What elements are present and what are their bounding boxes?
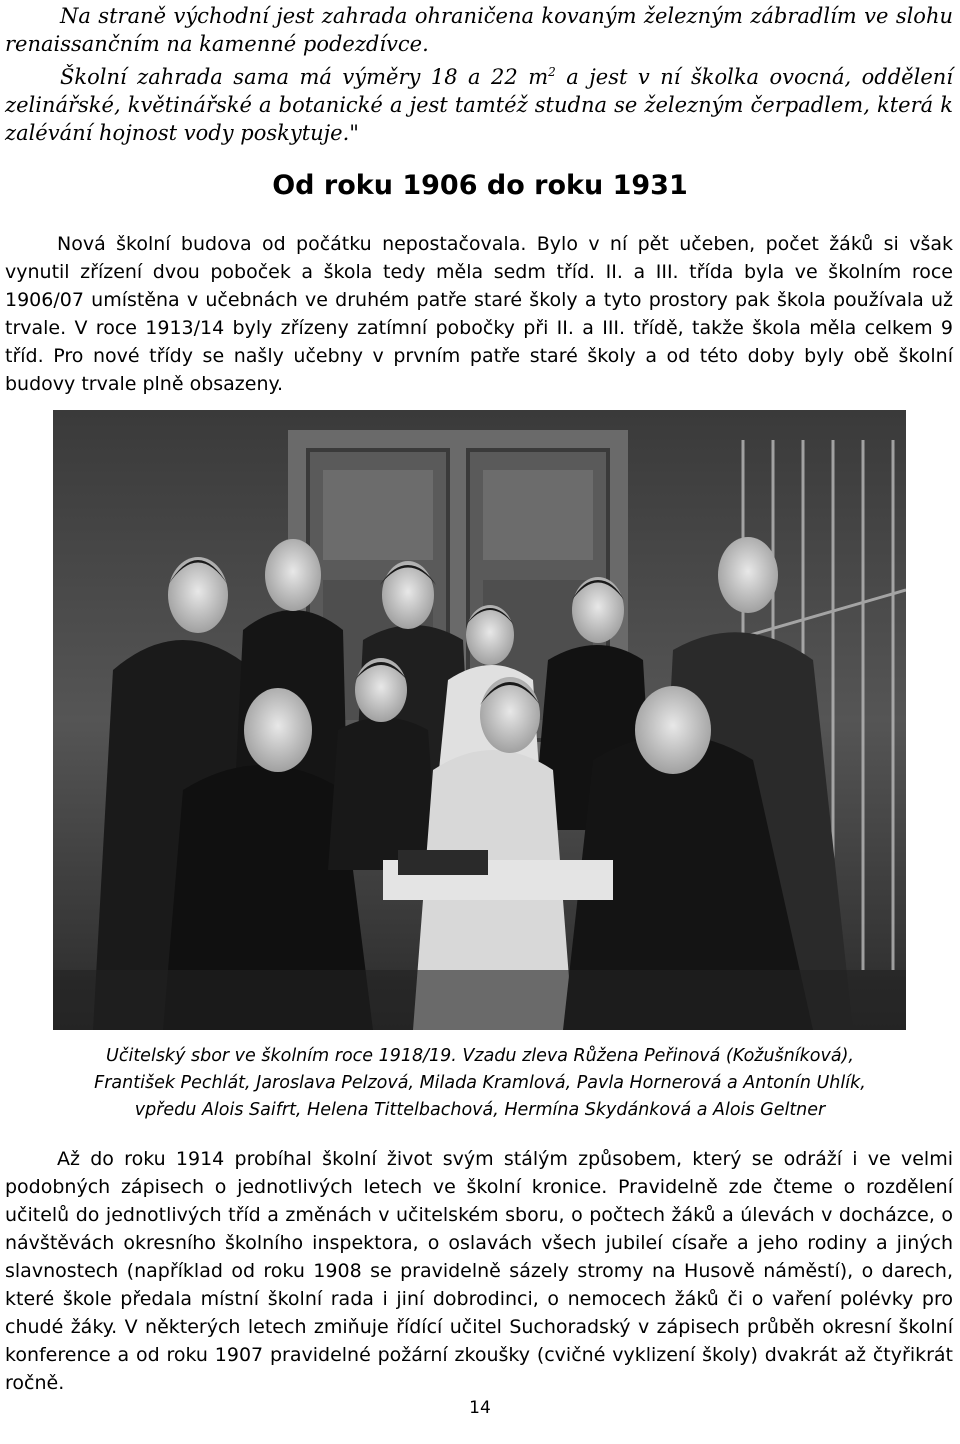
caption-line-3: vpředu Alois Saifrt, Helena Tittelbachová, Hermína Skydánková a Alois Geltner bbox=[134, 1100, 826, 1120]
page-number: 14 bbox=[469, 1398, 491, 1418]
paragraph-school-building: Nová školní budova od počátku nepostačovala. Bylo v ní pět učeben, počet žáků si však vynutil zřízení dvou poboček a škola tedy měla sedm tříd. II. a III. třída byla ve školním roce 1906/07 umístěna v učebnách ve druhém patře staré školy a tyto prostory pak škola používala už trvale. V roce 1913/14 byly zřízeny zatímní pobočky při II. a III. třídě, takže škola měla celkem 9 tříd. Pro nové třídy se našly učebny v prvním patře staré školy a od této doby byly obě školní budovy trvale plně obsazeny. bbox=[5, 233, 953, 395]
paragraph-school-life: Až do roku 1914 probíhal školní život svým stálým způsobem, který se odráží i ve velmi podobných zápisech o jednotlivých letech ve školní kronice. Pravidelně zde čteme o rozdělení učitelů do jednotlivých tříd a změnách v učitelském sboru, o počtech žáků a úlevách v docházce, o návštěvách okresního školního inspektora, o oslavách všech jubileí císaře a jeho rodiny a jiných slavnostech (například od roku 1908 se pravidelně sázely stromy na Husově náměstí), o darech, které škole předala místní školní rada i jiní dobrodinci, o nemocech žáků či o vaření polévky pro chudé žáky. V některých letech zmiňuje řídící učitel Suchoradský v zápisech průběh okresní školní konference a od roku 1907 pravidelné požární zkoušky (cvičné vyklizení školy) dvakrát až čtyřikrát ročně. bbox=[5, 1148, 953, 1394]
intro-paragraph-2-rest: a jest v ní školka ovocná, oddělení zelinářské, květinářské a botanické a jest tamtéž studna se železným čerpadlem, která k zalévání hojnost vody poskytuje." bbox=[5, 65, 953, 145]
superscript: 2 bbox=[548, 65, 556, 79]
caption-line-2: František Pechlát, Jaroslava Pelzová, Milada Kramlová, Pavla Hornerová a Antonín Uhlík, bbox=[94, 1073, 866, 1093]
faculty-photo bbox=[53, 410, 906, 1030]
intro-paragraph-2-start: Školní zahrada sama má výměry 18 a 22 m bbox=[60, 65, 549, 89]
intro-paragraph-1: Na straně východní jest zahrada ohraničena kovaným železným zábradlím ve slohu renaissančním na kamenné podezdívce. bbox=[5, 4, 953, 56]
intro-quote bbox=[5, 2, 953, 147]
intro-paragraph-2 bbox=[5, 58, 953, 147]
section-heading: Od roku 1906 do roku 1931 bbox=[272, 170, 688, 201]
caption-line-1: Učitelský sbor ve školním roce 1918/19. Vzadu zleva Růžena Peřinová (Kožušníková), bbox=[106, 1046, 854, 1066]
photo-caption bbox=[0, 1043, 960, 1124]
